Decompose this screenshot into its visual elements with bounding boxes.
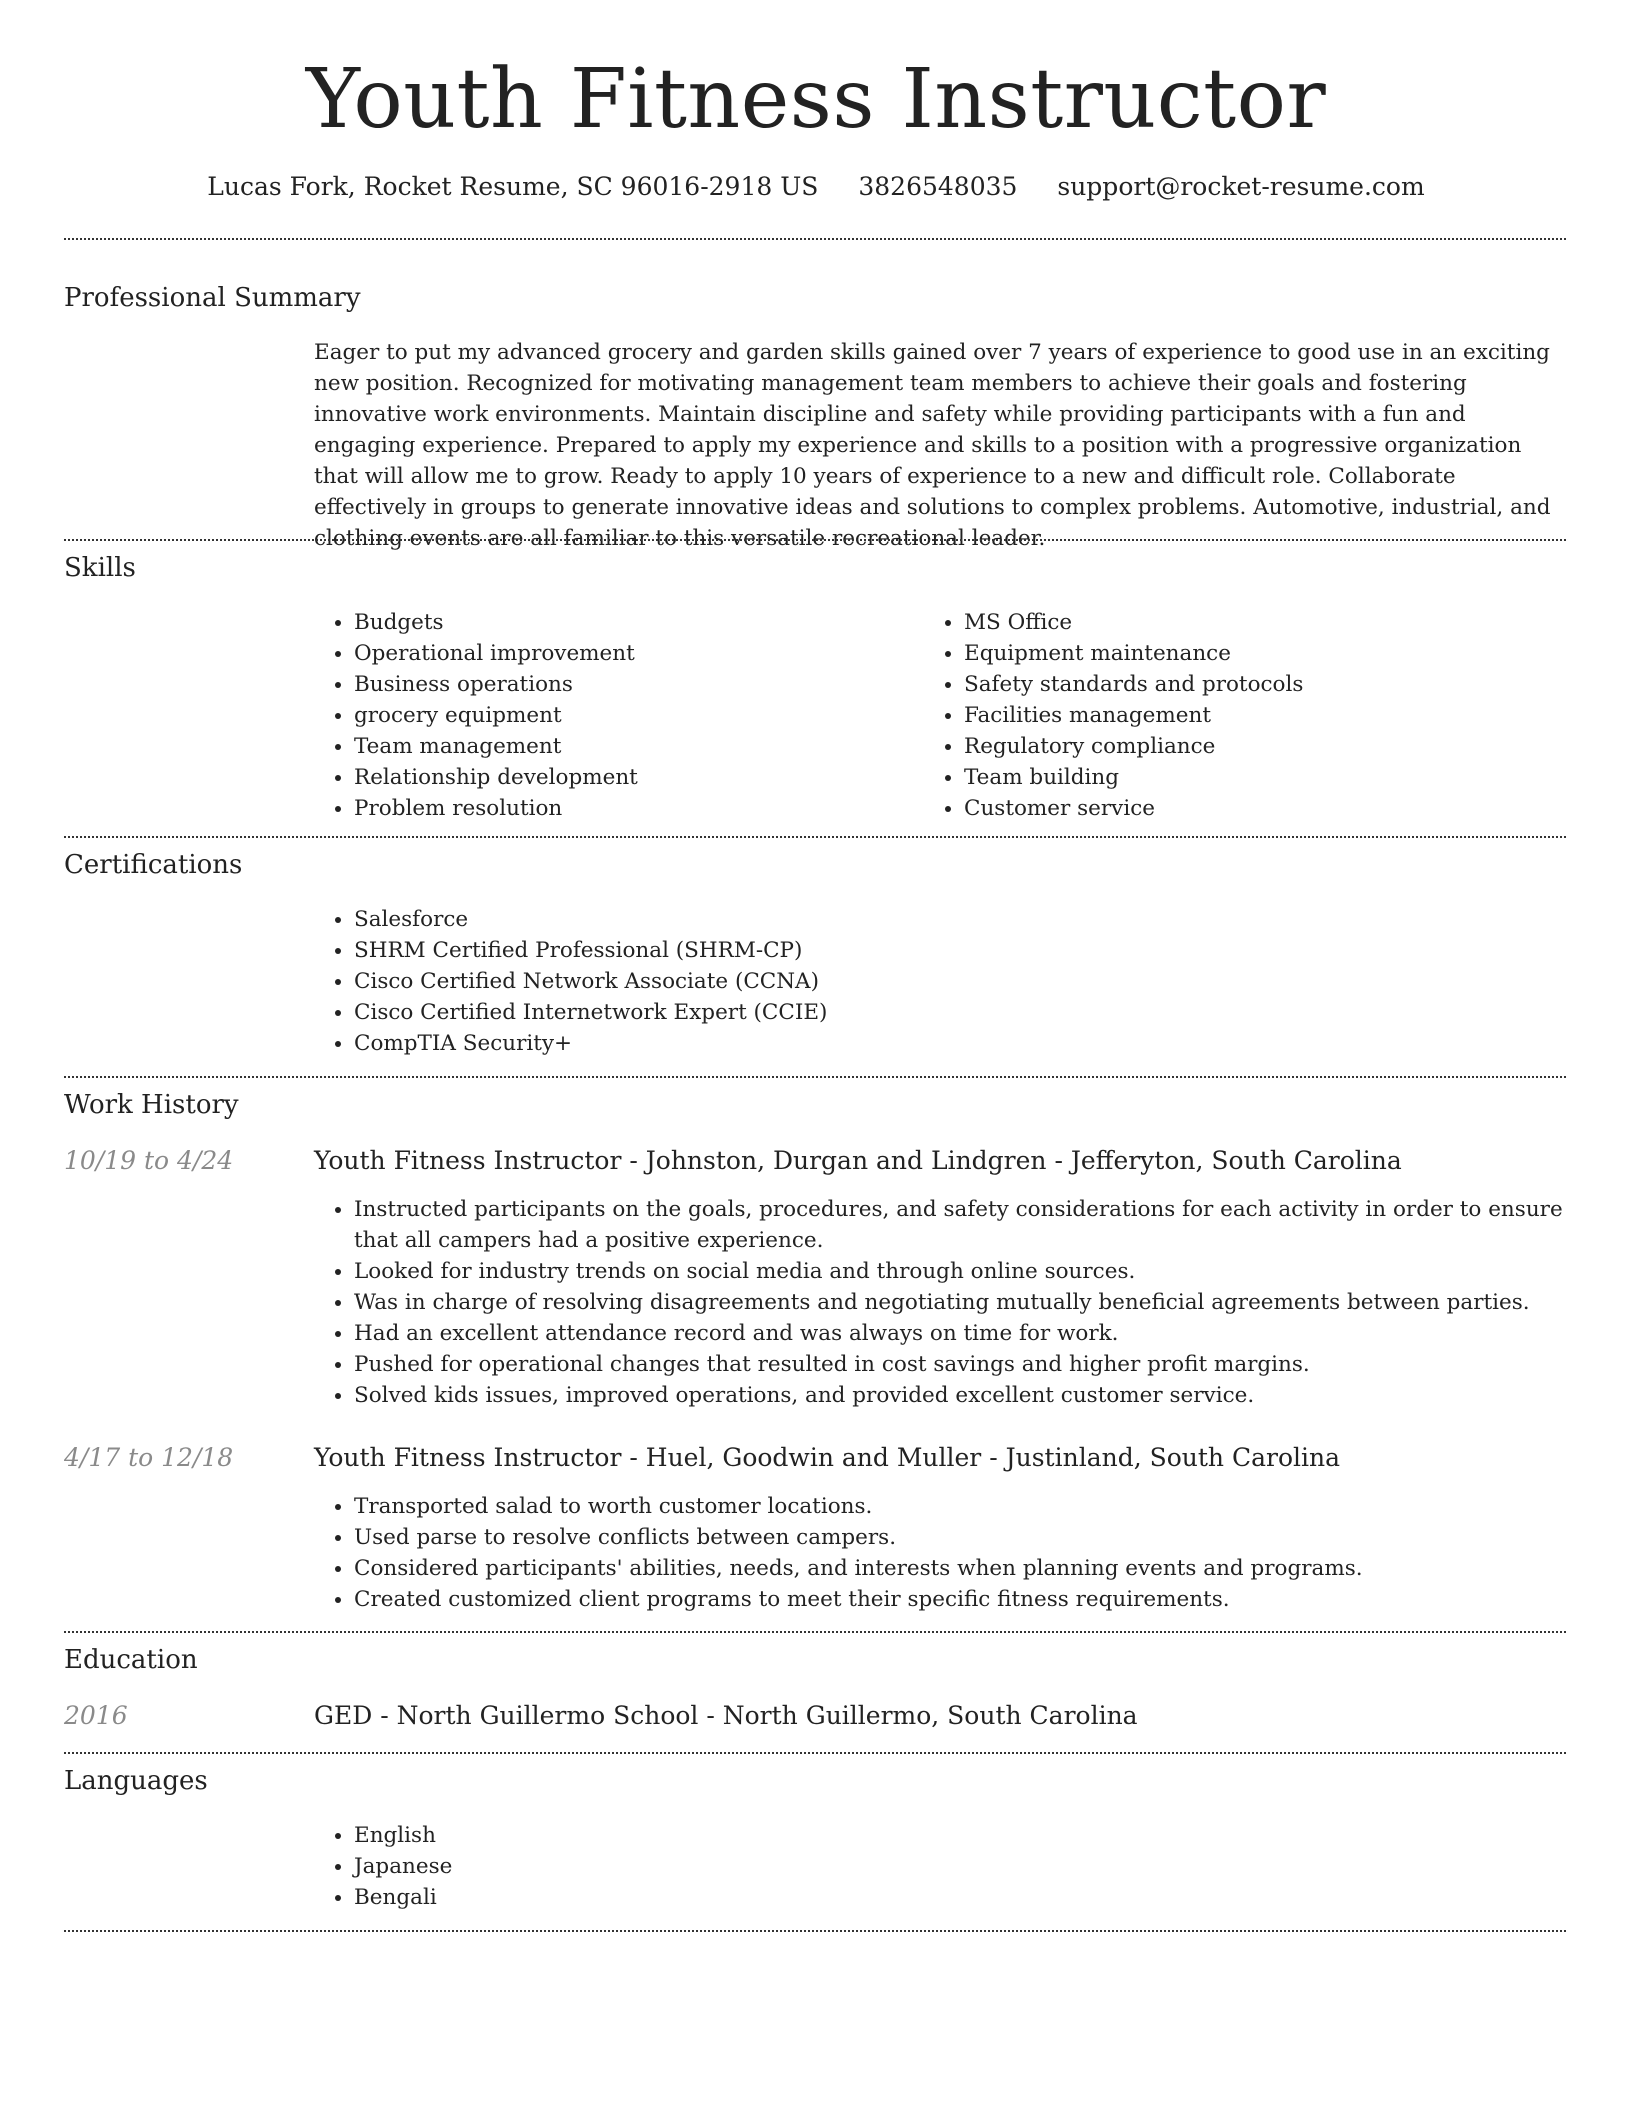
certification-item: • SHRM Certified Professional (SHRM-CP) xyxy=(354,935,1554,966)
section-title-languages: Languages xyxy=(64,1766,208,1796)
job-details: - Johnston, Durgan and Lindgren - Jefferyton, South Carolina xyxy=(621,1146,1402,1175)
language-item: • English xyxy=(354,1820,954,1851)
skill-item: • MS Office xyxy=(964,607,1584,638)
skill-item: • Business operations xyxy=(354,669,914,700)
job-bullet: • Used parse to resolve conflicts between campers. xyxy=(354,1522,1610,1553)
job-dates: 10/19 to 4/24 xyxy=(64,1146,234,1175)
divider xyxy=(64,836,1566,838)
skill-item: • Safety standards and protocols xyxy=(964,669,1584,700)
job-heading xyxy=(314,1441,1570,1475)
contact-address: Lucas Fork, Rocket Resume, SC 96016-2918 US xyxy=(207,172,819,201)
skill-item: • Problem resolution xyxy=(354,793,914,824)
divider xyxy=(64,238,1566,240)
languages-list xyxy=(310,1820,954,1913)
job-bullets xyxy=(310,1491,1610,1615)
skill-item: • grocery equipment xyxy=(354,700,914,731)
education-year: 2016 xyxy=(64,1701,128,1730)
divider xyxy=(64,1930,1566,1932)
divider xyxy=(64,1752,1566,1754)
certification-item: • Cisco Certified Internetwork Expert (CCIE) xyxy=(354,997,1554,1028)
divider xyxy=(64,1631,1566,1633)
job-dates: 4/17 to 12/18 xyxy=(64,1443,234,1472)
job-bullet: • Solved kids issues, improved operations, and provided excellent customer service. xyxy=(354,1380,1610,1411)
job-heading xyxy=(314,1144,1570,1178)
section-title-summary: Professional Summary xyxy=(64,283,361,313)
job-bullet: • Pushed for operational changes that resulted in cost savings and higher profit margins. xyxy=(354,1349,1610,1380)
section-title-education: Education xyxy=(64,1645,198,1675)
skill-item: • Budgets xyxy=(354,607,914,638)
job-bullet: • Was in charge of resolving disagreements and negotiating mutually beneficial agreements between parties. xyxy=(354,1287,1610,1318)
certification-item: • Salesforce xyxy=(354,904,1554,935)
skill-item: • Relationship development xyxy=(354,762,914,793)
skills-list-left xyxy=(310,607,914,824)
divider xyxy=(64,1076,1566,1078)
job-bullet: • Instructed participants on the goals, procedures, and safety considerations for each activity in order to ensure that all campers had a positive experience. xyxy=(354,1194,1610,1256)
skills-list-right xyxy=(920,607,1584,824)
language-item: • Bengali xyxy=(354,1882,954,1913)
skill-item: • Regulatory compliance xyxy=(964,731,1584,762)
section-title-skills: Skills xyxy=(64,553,136,583)
job-bullet: • Transported salad to worth customer locations. xyxy=(354,1491,1610,1522)
certification-item: • CompTIA Security+ xyxy=(354,1028,1554,1059)
section-title-work-history: Work History xyxy=(64,1090,239,1120)
divider xyxy=(64,539,1566,541)
job-bullet: • Looked for industry trends on social media and through online sources. xyxy=(354,1256,1610,1287)
job-bullets xyxy=(310,1194,1610,1411)
contact-email[interactable]: support@rocket-resume.com xyxy=(1057,172,1425,201)
certification-item: • Cisco Certified Network Associate (CCNA) xyxy=(354,966,1554,997)
job-bullet: • Had an excellent attendance record and was always on time for work. xyxy=(354,1318,1610,1349)
skill-item: • Equipment maintenance xyxy=(964,638,1584,669)
education-degree: GED - North Guillermo School - North Guillermo, South Carolina xyxy=(314,1701,1138,1730)
job-bullet: • Created customized client programs to meet their specific fitness requirements. xyxy=(354,1584,1610,1615)
skill-item: • Team management xyxy=(354,731,914,762)
contact-line xyxy=(0,170,1632,204)
skill-item: • Team building xyxy=(964,762,1584,793)
job-role: Youth Fitness Instructor xyxy=(314,1443,622,1472)
skill-item: • Operational improvement xyxy=(354,638,914,669)
certifications-list xyxy=(310,904,1554,1059)
summary-text: Eager to put my advanced grocery and garden skills gained over 7 years of experience to good use in an exciting new position. Recognized for motivating management team members to achieve their goals and fostering innovative work environments. Maintain discipline and safety while providing participants with a fun and engaging experience. Prepared to apply my experience and skills to a position with a progressive organization that will allow me to grow. Ready to apply 10 years of experience to a new and difficult role. Collaborate effectively in groups to generate innovative ideas and solutions to complex problems. Automotive, industrial, and clothing events are all familiar to this versatile recreational leader. xyxy=(314,340,1551,551)
resume-title: Youth Fitness Instructor xyxy=(305,52,1327,147)
contact-phone: 3826548035 xyxy=(858,172,1018,201)
job-details: - Huel, Goodwin and Muller - Justinland, South Carolina xyxy=(621,1443,1341,1472)
skill-item: • Customer service xyxy=(964,793,1584,824)
skill-item: • Facilities management xyxy=(964,700,1584,731)
section-title-certifications: Certifications xyxy=(64,850,243,880)
language-item: • Japanese xyxy=(354,1851,954,1882)
job-bullet: • Considered participants' abilities, needs, and interests when planning events and programs. xyxy=(354,1553,1610,1584)
job-role: Youth Fitness Instructor xyxy=(314,1146,622,1175)
